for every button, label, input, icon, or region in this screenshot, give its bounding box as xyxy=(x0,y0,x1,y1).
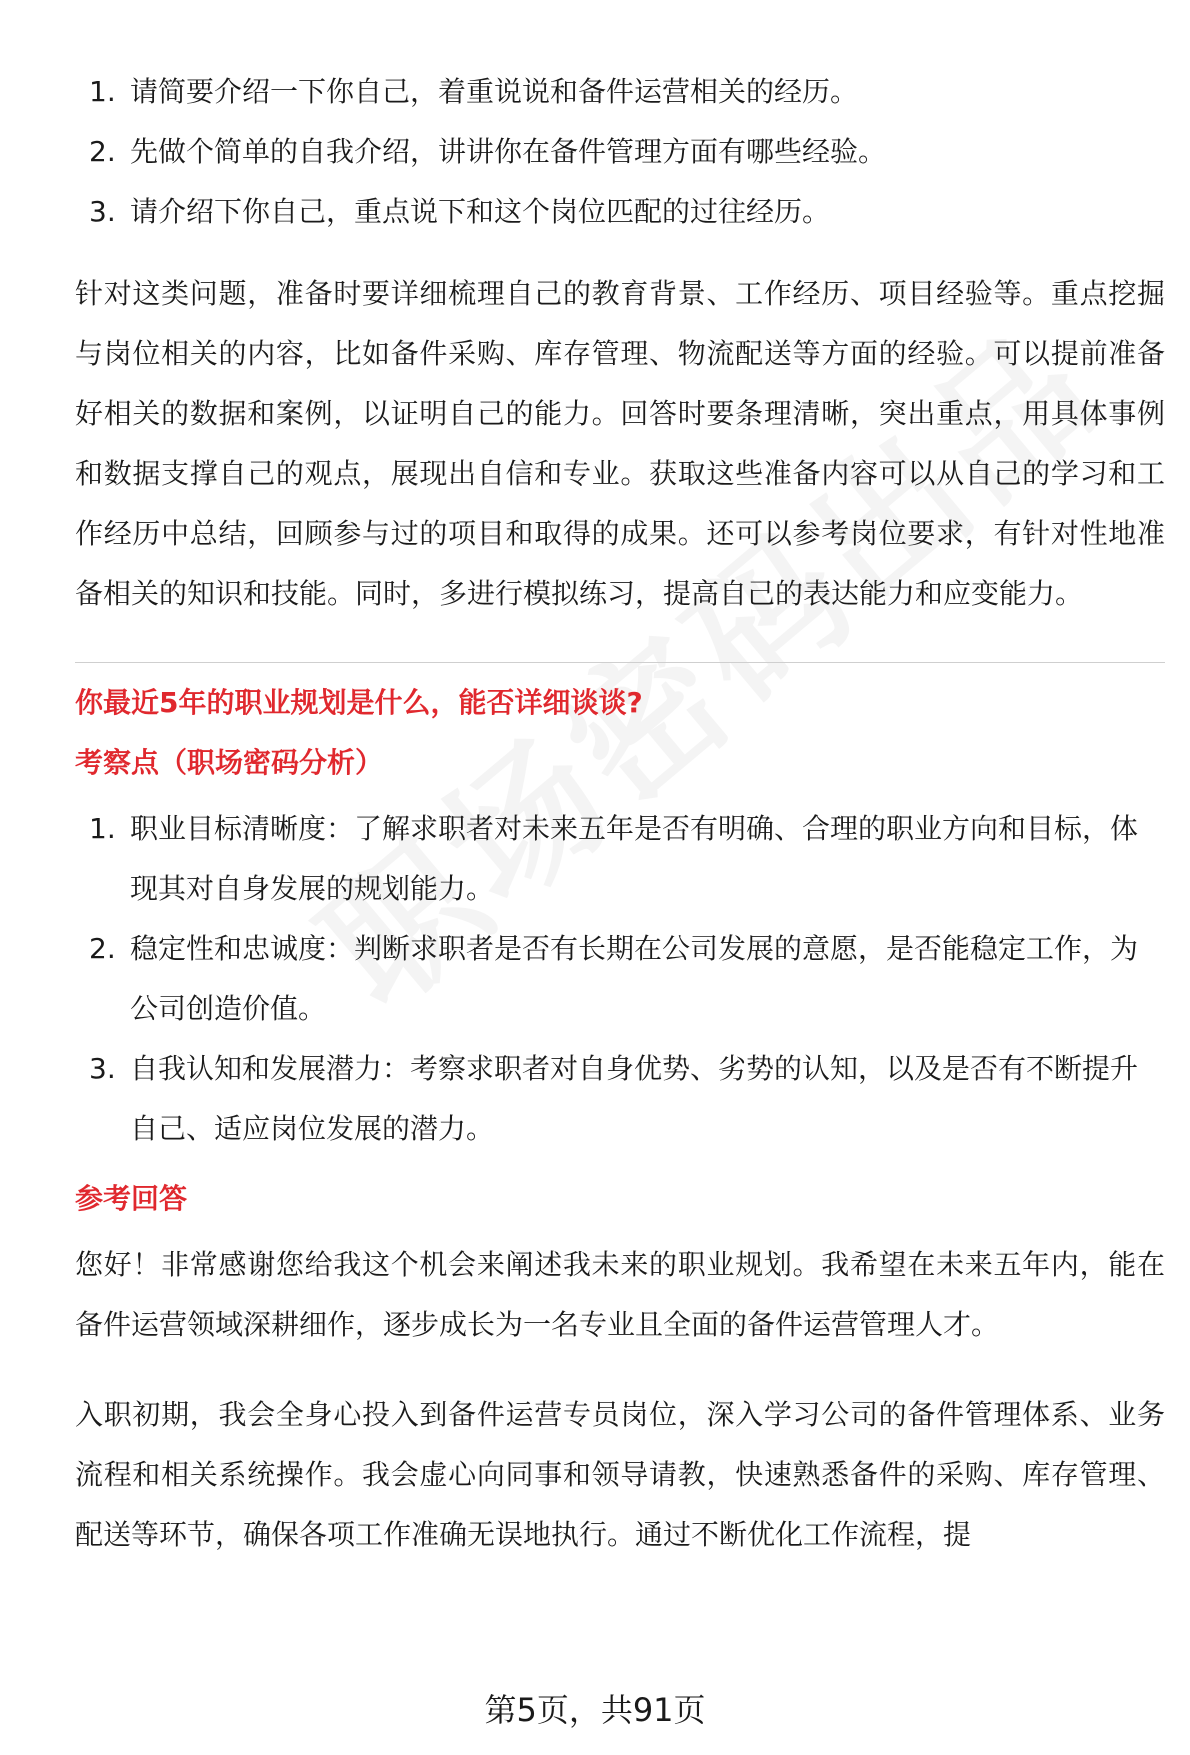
section-divider xyxy=(75,662,1165,663)
list-number: 1. xyxy=(89,75,116,108)
list-number: 3. xyxy=(89,1052,116,1085)
page-number-footer: 第5页，共91页 xyxy=(484,1691,706,1729)
list-number: 2. xyxy=(89,932,116,965)
reference-answer-heading: 参考回答 xyxy=(75,1182,188,1215)
list-number: 1. xyxy=(89,812,116,845)
preparation-advice-paragraph: 针对这类问题，准备时要详细梳理自己的教育背景、工作经历、项目经验等。重点挖掘与岗位相关的内容，比如备件采购、库存管理、物流配送等方面的经验。可以提前准备好相关的数据和案例，以证明自己的能力。回答时要条理清晰，突出重点，用具体事例和数据支撑自己的观点，展现出自信和专业。获取这些准备内容可以从自己的学习和工作经历中总结，回顾参与过的项目和取得的成果。还可以参考岗位要求，有针对性地准备相关的知识和技能。同时，多进行模拟练习，提高自己的表达能力和应变能力。 xyxy=(75,277,1165,610)
list-item xyxy=(75,919,1165,1039)
list-item-text: 请简要介绍一下你自己，着重说说和备件运营相关的经历。 xyxy=(130,75,859,108)
list-item-text: 先做个简单的自我介绍，讲讲你在备件管理方面有哪些经验。 xyxy=(130,135,887,168)
list-item xyxy=(75,1039,1165,1159)
list-item xyxy=(75,182,1165,242)
list-number: 3. xyxy=(89,195,116,228)
list-item xyxy=(75,122,1165,182)
list-item-text: 职业目标清晰度：了解求职者对未来五年是否有明确、合理的职业方向和目标，体现其对自身发展的规划能力。 xyxy=(130,812,1139,905)
answer-paragraph: 您好！非常感谢您给我这个机会来阐述我未来的职业规划。我希望在未来五年内，能在备件运营领域深耕细作，逐步成长为一名专业且全面的备件运营管理人才。 xyxy=(75,1248,1165,1341)
focus-point-list xyxy=(75,799,1165,1159)
list-item xyxy=(75,799,1165,919)
list-item-text: 稳定性和忠诚度：判断求职者是否有长期在公司发展的意愿，是否能稳定工作，为公司创造价值。 xyxy=(130,932,1139,1025)
list-item-text: 请介绍下你自己，重点说下和这个岗位匹配的过往经历。 xyxy=(130,195,831,228)
question-heading: 你最近5年的职业规划是什么，能否详细谈谈? xyxy=(75,686,643,719)
list-number: 2. xyxy=(89,135,116,168)
list-item xyxy=(75,62,1165,122)
list-item-text: 自我认知和发展潜力：考察求职者对自身优势、劣势的认知，以及是否有不断提升自己、适应岗位发展的潜力。 xyxy=(130,1052,1139,1145)
page-content xyxy=(75,62,1165,1565)
focus-heading: 考察点（职场密码分析） xyxy=(75,746,384,779)
answer-paragraph: 入职初期，我会全身心投入到备件运营专员岗位，深入学习公司的备件管理体系、业务流程和相关系统操作。我会虚心向同事和领导请教，快速熟悉备件的采购、库存管理、配送等环节，确保各项工作准确无误地执行。通过不断优化工作流程，提 xyxy=(75,1398,1165,1551)
intro-question-list xyxy=(75,62,1165,242)
